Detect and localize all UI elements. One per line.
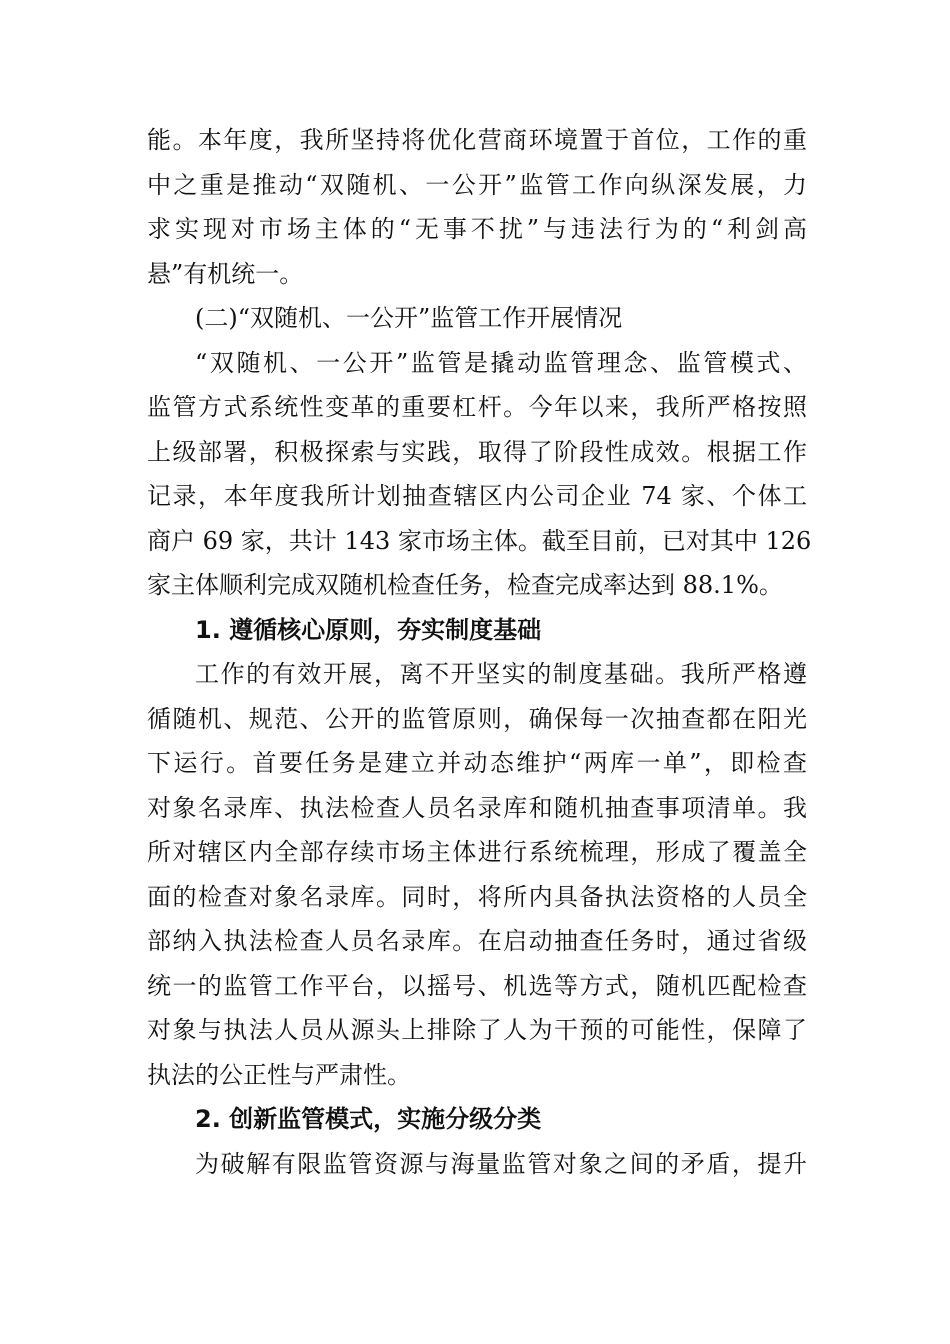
paragraph-line: 统一的监管工作平台，以摇号、机选等方式，随机匹配检查 bbox=[147, 971, 807, 1000]
paragraph-line: “双随机、一公开”监管是撬动监管理念、监管模式、 bbox=[195, 348, 807, 377]
paragraph bbox=[147, 652, 807, 1097]
paragraph-line: 对象与执法人员从源头上排除了人为干预的可能性，保障了 bbox=[147, 1016, 807, 1044]
paragraph-line: 部纳入执法检查人员名录库。在启动抽查任务时，通过省级 bbox=[147, 927, 807, 955]
paragraph-line: 家主体顺利完成双随机检查任务，检查完成率达到 88.1%。 bbox=[147, 571, 783, 599]
paragraph-line: 中之重是推动“双随机、一公开”监管工作向纵深发展，力 bbox=[147, 170, 807, 199]
subsection-heading-1: 1. 遵循核心原则，夯实制度基础 bbox=[195, 615, 542, 644]
paragraph-line: 商户 69 家，共计 143 家市场主体。截至目前，已对其中 126 bbox=[147, 526, 812, 555]
paragraph-line: 对象名录库、执法检查人员名录库和随机抽查事项清单。我 bbox=[147, 793, 807, 822]
paragraph-line: 循随机、规范、公开的监管原则，确保每一次抽查都在阳光 bbox=[147, 704, 807, 733]
document-body bbox=[147, 118, 812, 1186]
paragraph-line: 悬”有机统一。 bbox=[147, 259, 304, 288]
paragraph bbox=[147, 1142, 807, 1187]
paragraph-line: 为破解有限监管资源与海量监管对象之间的矛盾，提升 bbox=[195, 1149, 807, 1178]
paragraph-line: 所对辖区内全部存续市场主体进行系统梳理，形成了覆盖全 bbox=[147, 838, 807, 866]
subsection-heading-2: 2. 创新监管模式，实施分级分类 bbox=[195, 1105, 542, 1133]
paragraph bbox=[147, 341, 812, 608]
paragraph-line: 执法的公正性与严肃性。 bbox=[147, 1060, 411, 1089]
paragraph-line: 求实现对市场主体的“无事不扰”与违法行为的“利剑高 bbox=[147, 215, 807, 243]
paragraph-line: 监管方式系统性变革的重要杠杆。今年以来，我所严格按照 bbox=[147, 393, 807, 421]
paragraph-line: 工作的有效开展，离不开坚实的制度基础。我所严格遵 bbox=[195, 660, 807, 688]
section-heading: (二)“双随机、一公开”监管工作开展情况 bbox=[195, 304, 623, 332]
paragraph-line: 记录，本年度我所计划抽查辖区内公司企业 74 家、个体工 bbox=[147, 482, 807, 510]
paragraph-line: 能。本年度，我所坚持将优化营商环境置于首位，工作的重 bbox=[147, 126, 807, 154]
paragraph-line: 上级部署，积极探索与实践，取得了阶段性成效。根据工作 bbox=[147, 437, 807, 466]
paragraph-continued bbox=[147, 118, 807, 296]
paragraph-line: 面的检查对象名录库。同时，将所内具备执法资格的人员全 bbox=[147, 882, 807, 911]
paragraph-line: 下运行。首要任务是建立并动态维护“两库一单”，即检查 bbox=[147, 749, 807, 777]
